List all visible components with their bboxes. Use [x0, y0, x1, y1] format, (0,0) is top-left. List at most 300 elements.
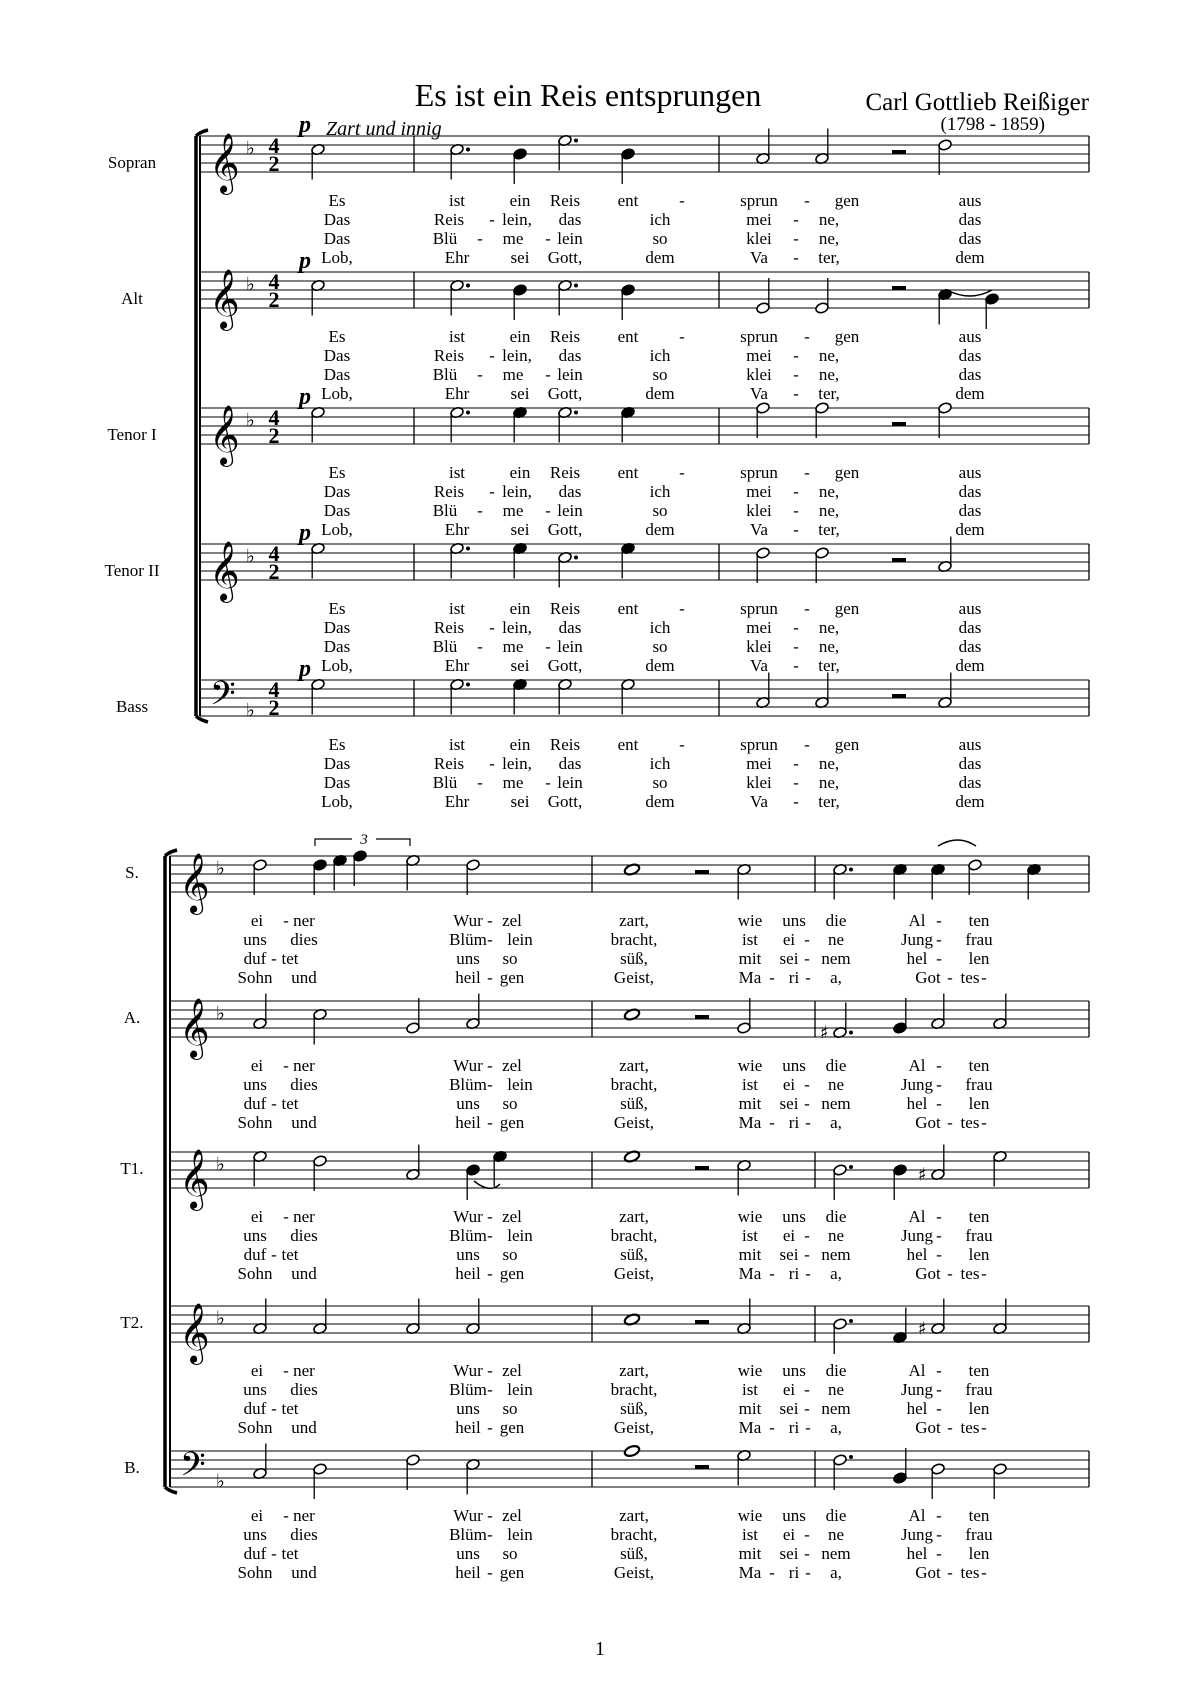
lyric-syllable: zel	[502, 1056, 522, 1075]
lyric-syllable: ner	[293, 1361, 315, 1380]
dynamic-piano: p	[299, 656, 311, 682]
lyric-syllable: -	[487, 1506, 493, 1525]
lyric-syllable: -	[805, 968, 811, 987]
lyric-syllable: zart,	[619, 1056, 649, 1075]
lyric-syllable: gen	[834, 327, 860, 346]
lyric-syllable: Got	[915, 1563, 941, 1582]
note-quarter	[985, 293, 1000, 329]
note-half	[993, 1463, 1008, 1499]
lyric-syllable: Ma	[738, 1264, 762, 1283]
dynamic-piano: p	[299, 248, 311, 274]
lyric-syllable: uns	[243, 1226, 267, 1245]
note-half	[737, 1449, 752, 1485]
lyric-syllable: -	[804, 1544, 810, 1563]
lyric-syllable: ne,	[818, 618, 840, 637]
lyric-syllable: -	[936, 1094, 942, 1113]
lyric-syllable: heil	[455, 1418, 481, 1437]
lyric-syllable: Got	[915, 968, 941, 987]
lyric-syllable: -	[793, 384, 799, 403]
lyric-syllable: sei	[510, 520, 530, 539]
lyric-syllable: das	[558, 210, 582, 229]
lyric-syllable: so	[652, 637, 668, 656]
lyric-syllable: uns	[782, 1506, 806, 1525]
lyric-syllable: -	[804, 1399, 810, 1418]
note-quarter	[513, 542, 528, 578]
note-half	[833, 1454, 853, 1490]
lyric-syllable: ei	[250, 1056, 264, 1075]
lyric-syllable: mei	[746, 482, 772, 501]
lyric-syllable: ne,	[818, 754, 840, 773]
lyric-syllable: -	[487, 1056, 493, 1075]
lyric-syllable: a,	[830, 1418, 842, 1437]
lyric-syllable: a,	[830, 1264, 842, 1283]
lyric-syllable: wie	[737, 911, 763, 930]
lyric-syllable: -	[487, 1226, 493, 1245]
lyric-syllable: nem	[821, 949, 851, 968]
half-rest	[892, 422, 906, 426]
lyric-syllable: -	[947, 1418, 953, 1437]
lyric-syllable: uns	[456, 1544, 480, 1563]
lyric-syllable: Lob,	[321, 656, 353, 675]
lyric-syllable: das	[958, 637, 982, 656]
lyric-syllable: gen	[499, 1264, 525, 1283]
lyric-syllable: len	[968, 1245, 990, 1264]
lyric-syllable: so	[502, 1544, 518, 1563]
lyric-syllable: ist	[448, 599, 466, 618]
lyric-syllable: -	[271, 1245, 277, 1264]
lyric-syllable: nem	[821, 1094, 851, 1113]
lyric-syllable: lein	[507, 1226, 533, 1245]
lyric-syllable: -	[981, 1113, 987, 1132]
note-quarter	[931, 863, 946, 899]
lyric-syllable: mit	[738, 1094, 762, 1113]
lyric-syllable: uns	[456, 1245, 480, 1264]
note-half	[737, 1159, 752, 1195]
lyric-syllable: ei	[250, 1506, 264, 1525]
voice-label: Alt	[121, 289, 143, 308]
note-half	[311, 406, 326, 442]
lyric-syllable: dem	[955, 384, 985, 403]
lyric-syllable: mit	[738, 949, 762, 968]
lyric-syllable: -	[804, 1245, 810, 1264]
lyric-syllable: Va	[750, 792, 768, 811]
lyric-syllable: ri	[788, 1418, 800, 1437]
lyric-syllable: frau	[965, 1075, 993, 1094]
lyric-syllable: ten	[968, 911, 990, 930]
note-quarter	[513, 678, 528, 714]
note-quarter	[333, 854, 348, 890]
lyric-syllable: Das	[323, 501, 351, 520]
note-half	[558, 406, 578, 442]
lyric-syllable: lein,	[502, 482, 532, 501]
lyric-syllable: süß,	[620, 1094, 648, 1113]
lyric-syllable: dies	[290, 1075, 318, 1094]
lyric-syllable: -	[487, 968, 493, 987]
tuplet-bracket	[315, 832, 410, 848]
lyric-syllable: Reis	[549, 327, 581, 346]
lyric-syllable: Va	[750, 656, 768, 675]
note-half	[993, 1150, 1008, 1186]
lyric-syllable: süß,	[620, 1245, 648, 1264]
lyric-syllable: -	[679, 463, 685, 482]
lyric-syllable: mei	[746, 346, 772, 365]
lyric-syllable: Gott,	[547, 520, 583, 539]
lyric-syllable: -	[936, 1380, 942, 1399]
lyric-syllable: tes	[960, 1113, 980, 1132]
treble-clef-icon: 𝄞	[209, 133, 240, 193]
lyric-syllable: Das	[323, 618, 351, 637]
lyric-syllable: so	[502, 949, 518, 968]
lyric-syllable: lein	[557, 637, 583, 656]
lyric-syllable: -	[804, 1380, 810, 1399]
note-half	[756, 547, 771, 583]
lyric-syllable: Wur	[453, 1056, 483, 1075]
lyric-syllable: ent	[617, 463, 639, 482]
staff-B	[200, 680, 1089, 716]
lyric-syllable: -	[804, 599, 810, 618]
note-half	[931, 994, 946, 1030]
lyric-syllable: das	[958, 210, 982, 229]
lyric-syllable: -	[487, 1418, 493, 1437]
lyric-syllable: das	[958, 754, 982, 773]
note-half	[833, 863, 853, 899]
lyric-syllable: -	[947, 968, 953, 987]
lyric-syllable: -	[283, 1506, 289, 1525]
lyric-syllable: tet	[281, 949, 299, 968]
lyric-syllable: -	[545, 637, 551, 656]
lyric-syllable: -	[936, 1361, 942, 1380]
note-half	[406, 1145, 421, 1181]
note-half	[833, 1164, 853, 1200]
lyric-syllable: aus	[958, 599, 982, 618]
flat-icon: ♭	[216, 1153, 225, 1176]
lyric-syllable: frau	[965, 1525, 993, 1544]
lyric-syllable: so	[652, 229, 668, 248]
time-sig-lower: 2	[268, 559, 280, 584]
note-half	[815, 547, 830, 583]
lyric-syllable: tet	[281, 1399, 299, 1418]
lyric-syllable: heil	[455, 968, 481, 987]
lyric-syllable: das	[558, 346, 582, 365]
lyric-syllable: gen	[834, 735, 860, 754]
lyric-syllable: nem	[821, 1245, 851, 1264]
lyric-syllable: lein	[507, 930, 533, 949]
lyric-syllable: ich	[649, 346, 671, 365]
lyric-syllable: süß,	[620, 949, 648, 968]
lyric-syllable: das	[958, 229, 982, 248]
lyric-syllable: -	[769, 1418, 775, 1437]
note-quarter	[513, 284, 528, 320]
note-half	[815, 402, 830, 438]
note-half	[938, 402, 953, 438]
time-sig-upper: 4	[268, 405, 280, 430]
lyric-syllable: Blü	[432, 501, 458, 520]
lyric-syllable: Al	[908, 1207, 926, 1226]
lyric-syllable: -	[487, 1264, 493, 1283]
half-rest	[695, 1320, 709, 1324]
note-quarter	[493, 1150, 508, 1186]
lyric-syllable: lein	[557, 229, 583, 248]
lyric-syllable: Sohn	[237, 968, 273, 987]
lyric-syllable: mei	[746, 754, 772, 773]
lyric-syllable: uns	[243, 1525, 267, 1544]
half-rest	[892, 150, 906, 154]
lyric-syllable: gen	[499, 1563, 525, 1582]
lyric-syllable: ne,	[818, 482, 840, 501]
lyric-syllable: ter,	[818, 656, 840, 675]
lyric-syllable: -	[981, 1563, 987, 1582]
lyric-syllable: dem	[955, 520, 985, 539]
note-quarter	[513, 406, 528, 442]
lyric-syllable: -	[679, 735, 685, 754]
lyric-syllable: -	[947, 1113, 953, 1132]
lyric-syllable: Blüm	[449, 1226, 487, 1245]
lyric-syllable: sei	[779, 949, 799, 968]
note-half	[313, 1155, 328, 1191]
note-half	[993, 994, 1008, 1030]
lyric-syllable: Lob,	[321, 792, 353, 811]
lyric-syllable: me	[502, 501, 524, 520]
half-rest	[695, 870, 709, 874]
lyric-syllable: -	[271, 1094, 277, 1113]
lyric-syllable: ner	[293, 1506, 315, 1525]
lyric-syllable: Sohn	[237, 1264, 273, 1283]
lyric-syllable: -	[804, 1226, 810, 1245]
lyric-syllable: -	[793, 792, 799, 811]
lyric-syllable: -	[793, 618, 799, 637]
lyric-syllable: lein	[557, 773, 583, 792]
lyric-syllable: -	[805, 1264, 811, 1283]
treble-clef-icon: 𝄞	[179, 998, 210, 1058]
lyric-syllable: Blü	[432, 365, 458, 384]
note-half	[466, 859, 481, 895]
lyric-syllable: dies	[290, 1525, 318, 1544]
lyric-syllable: ne,	[818, 210, 840, 229]
lyric-syllable: das	[958, 365, 982, 384]
lyric-syllable: Blü	[432, 229, 458, 248]
lyric-syllable: -	[793, 773, 799, 792]
lyric-syllable: tet	[281, 1544, 299, 1563]
lyric-syllable: -	[793, 365, 799, 384]
lyric-syllable: sei	[510, 384, 530, 403]
lyric-syllable: hel	[906, 1544, 928, 1563]
lyric-syllable: Das	[323, 229, 351, 248]
lyric-syllable: tet	[281, 1094, 299, 1113]
lyric-syllable: ner	[293, 911, 315, 930]
lyric-syllable: Va	[750, 520, 768, 539]
lyric-syllable: dem	[955, 792, 985, 811]
flat-icon: ♭	[246, 699, 255, 722]
lyric-syllable: Reis	[549, 191, 581, 210]
lyric-syllable: -	[489, 210, 495, 229]
lyric-syllable: me	[502, 229, 524, 248]
lyric-syllable: -	[477, 773, 483, 792]
flat-icon: ♭	[246, 409, 255, 432]
lyric-syllable: Ehr	[444, 384, 470, 403]
lyric-syllable: a,	[830, 968, 842, 987]
lyric-syllable: ist	[741, 1380, 759, 1399]
time-sig-lower: 2	[268, 695, 280, 720]
lyric-syllable: -	[769, 1563, 775, 1582]
lyric-syllable: hel	[906, 1245, 928, 1264]
lyric-syllable: -	[271, 949, 277, 968]
lyric-syllable: Va	[750, 248, 768, 267]
lyric-syllable: duf	[243, 1245, 267, 1264]
lyric-syllable: tes	[960, 1563, 980, 1582]
lyric-syllable: ne	[827, 1525, 845, 1544]
lyric-syllable: Sohn	[237, 1113, 273, 1132]
lyric-syllable: Got	[915, 1113, 941, 1132]
lyric-syllable: Geist,	[613, 1113, 655, 1132]
flat-icon: ♭	[216, 1002, 225, 1025]
lyric-syllable: ei	[250, 1207, 264, 1226]
lyric-syllable: Geist,	[613, 1418, 655, 1437]
lyric-syllable: Blü	[432, 637, 458, 656]
treble-clef-icon: 𝄞	[179, 853, 210, 913]
note-half	[311, 143, 326, 179]
lyric-syllable: -	[769, 1264, 775, 1283]
lyric-syllable: ne,	[818, 229, 840, 248]
slur	[938, 840, 976, 846]
lyric-syllable: zel	[502, 911, 522, 930]
lyric-syllable: -	[793, 520, 799, 539]
lyric-syllable: sei	[510, 792, 530, 811]
dynamic-piano: p	[299, 520, 311, 546]
lyric-syllable: Lob,	[321, 520, 353, 539]
lyric-syllable: -	[477, 637, 483, 656]
lyric-syllable: -	[545, 501, 551, 520]
lyric-syllable: klei	[746, 501, 772, 520]
note-quarter	[621, 542, 636, 578]
lyric-syllable: Ehr	[444, 656, 470, 675]
note-half	[311, 279, 326, 315]
lyric-syllable: Jung	[900, 930, 934, 949]
lyric-syllable: klei	[746, 637, 772, 656]
lyric-syllable: und	[291, 1563, 317, 1582]
note-quarter	[893, 1308, 908, 1344]
dynamic-piano: p	[299, 384, 311, 410]
lyric-syllable: uns	[456, 949, 480, 968]
lyric-syllable: Ehr	[444, 248, 470, 267]
note-half	[406, 1299, 421, 1335]
note-whole	[623, 1444, 640, 1457]
staff-S	[200, 136, 1089, 172]
lyric-syllable: -	[936, 1525, 942, 1544]
lyric-syllable: zel	[502, 1207, 522, 1226]
lyric-syllable: Das	[323, 482, 351, 501]
note-half	[931, 1463, 946, 1499]
tempo-marking: Zart und innig	[326, 118, 442, 140]
lyric-syllable: Das	[323, 754, 351, 773]
lyric-syllable: frau	[965, 930, 993, 949]
note-half	[450, 279, 470, 315]
lyric-syllable: Ma	[738, 1563, 762, 1582]
lyric-syllable: Lob,	[321, 384, 353, 403]
lyric-syllable: die	[825, 1361, 847, 1380]
lyric-syllable: dem	[645, 656, 675, 675]
note-quarter	[893, 998, 908, 1034]
lyric-syllable: lein,	[502, 346, 532, 365]
lyric-syllable: ent	[617, 191, 639, 210]
lyric-syllable: Reis	[433, 754, 465, 773]
lyric-syllable: -	[936, 1226, 942, 1245]
lyric-syllable: ent	[617, 327, 639, 346]
time-sig-upper: 4	[268, 269, 280, 294]
lyric-syllable: ich	[649, 618, 671, 637]
lyric-syllable: uns	[456, 1399, 480, 1418]
note-half	[938, 673, 953, 709]
lyric-syllable: ich	[649, 482, 671, 501]
lyric-syllable: Reis	[433, 346, 465, 365]
note-half	[450, 542, 470, 578]
page-number: 1	[595, 1638, 605, 1660]
voice-label-short: T1.	[120, 1159, 144, 1178]
lyric-syllable: Lob,	[321, 248, 353, 267]
lyric-syllable: -	[769, 1113, 775, 1132]
lyric-syllable: -	[487, 1380, 493, 1399]
lyric-syllable: ri	[788, 1563, 800, 1582]
lyric-syllable: sprun	[740, 327, 778, 346]
lyric-syllable: uns	[782, 911, 806, 930]
lyric-syllable: Wur	[453, 1506, 483, 1525]
lyric-syllable: dem	[955, 248, 985, 267]
slur	[947, 290, 992, 296]
lyric-syllable: Wur	[453, 911, 483, 930]
lyric-syllable: bracht,	[610, 1075, 658, 1094]
lyric-syllable: -	[769, 968, 775, 987]
lyric-syllable: so	[502, 1094, 518, 1113]
note-quarter	[621, 148, 636, 184]
lyric-syllable: ner	[293, 1056, 315, 1075]
lyric-syllable: sei	[779, 1399, 799, 1418]
lyric-syllable: -	[936, 911, 942, 930]
sharp-icon: ♯	[918, 1318, 927, 1340]
note-half	[406, 1454, 421, 1490]
lyric-syllable: -	[487, 911, 493, 930]
lyric-syllable: sprun	[740, 599, 778, 618]
lyric-syllable: das	[558, 482, 582, 501]
lyric-syllable: Reis	[433, 618, 465, 637]
lyric-syllable: tet	[281, 1245, 299, 1264]
lyric-syllable: sei	[779, 1245, 799, 1264]
note-half	[621, 678, 636, 714]
lyric-syllable: wie	[737, 1361, 763, 1380]
lyric-syllable: gen	[834, 463, 860, 482]
note-half	[311, 542, 326, 578]
lyric-syllable: uns	[782, 1207, 806, 1226]
lyric-syllable: ein	[509, 599, 531, 618]
lyric-syllable: -	[936, 1399, 942, 1418]
note-half	[466, 1458, 481, 1494]
lyric-syllable: das	[958, 482, 982, 501]
lyric-syllable: -	[793, 754, 799, 773]
lyric-syllable: nem	[821, 1544, 851, 1563]
lyric-syllable: ne,	[818, 365, 840, 384]
lyric-syllable: -	[805, 1113, 811, 1132]
lyric-syllable: uns	[782, 1056, 806, 1075]
flat-icon: ♭	[246, 137, 255, 160]
lyric-syllable: -	[283, 1056, 289, 1075]
lyric-syllable: so	[652, 773, 668, 792]
lyric-syllable: -	[936, 949, 942, 968]
note-half	[558, 678, 573, 714]
lyric-syllable: Al	[908, 1506, 926, 1525]
note-half	[558, 134, 578, 170]
note-half	[756, 402, 771, 438]
voice-label-short: A.	[123, 1008, 141, 1027]
note-half	[450, 143, 470, 179]
lyric-syllable: Sohn	[237, 1418, 273, 1437]
